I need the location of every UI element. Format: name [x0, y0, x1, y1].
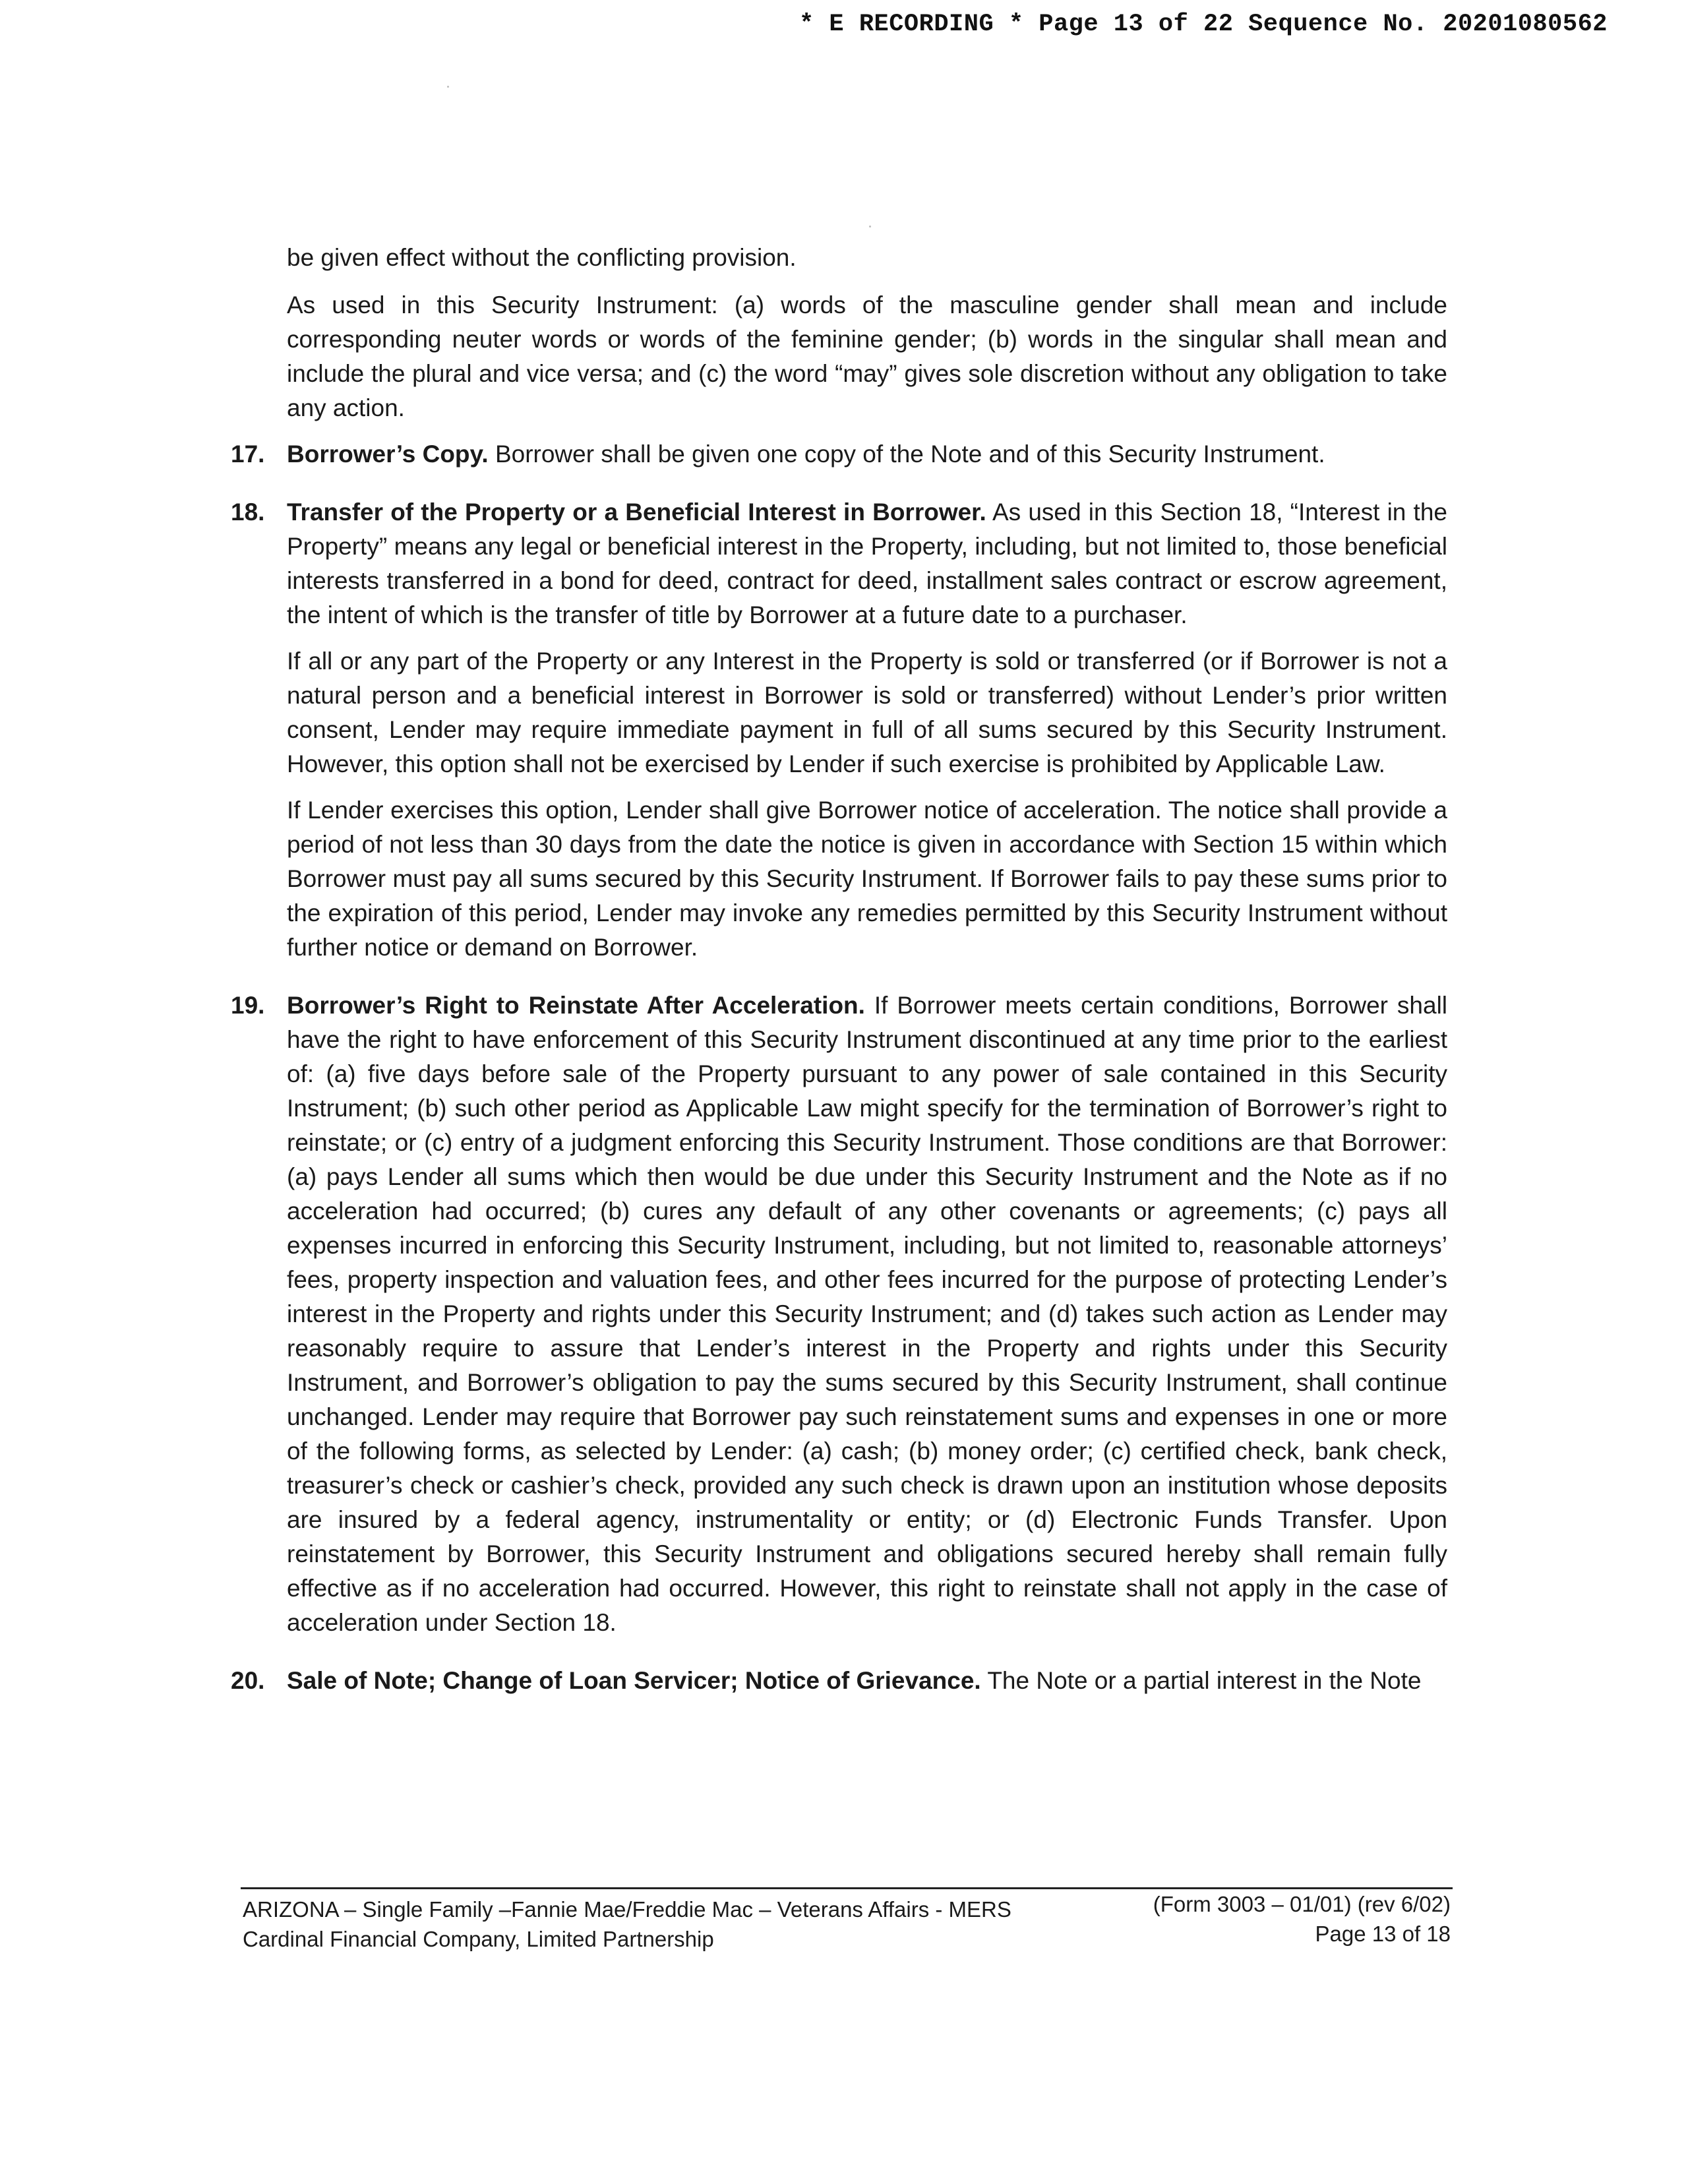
recording-header: * E RECORDING * Page 13 of 22 Sequence No. 20201080562: [799, 11, 1608, 38]
section-number: 20.: [231, 1667, 265, 1694]
document-body: [231, 241, 1447, 1722]
footer-left: [243, 1895, 1011, 1954]
gender-clause: As used in this Security Instrument: (a) words of the masculine gender shall mean and include corresponding neuter words or words of the feminine gender; (b) words in the singular shall mean and include the plural and vice versa; and (c) the word “may” gives sole discretion without any obligation to take any action.: [287, 291, 1447, 421]
section-text: The Note or a partial interest in the Note: [987, 1667, 1422, 1694]
section-title: Borrower’s Right to Reinstate After Acceleration.: [287, 992, 865, 1019]
section-number: 19.: [231, 992, 265, 1019]
scan-speck: [447, 86, 449, 88]
section-paragraph: [287, 988, 1447, 1640]
section-paragraph: [287, 1664, 1447, 1698]
section-body: [287, 495, 1447, 977]
footer-company: Cardinal Financial Company, Limited Partnership: [243, 1927, 714, 1951]
section-body: [287, 1664, 1447, 1710]
section-text: Borrower shall be given one copy of the Note and of this Security Instrument.: [495, 440, 1325, 468]
footer-page-number: Page 13 of 18: [1315, 1922, 1451, 1946]
section-number: 18.: [231, 499, 265, 526]
footer-form-type: ARIZONA – Single Family –Fannie Mae/Freddie Mac – Veterans Affairs - MERS: [243, 1897, 1011, 1922]
section-paragraph: If Lender exercises this option, Lender shall give Borrower notice of acceleration. The notice shall provide a period of not less than 30 days from the date the notice is given in accordance with Section 15 within which Borrower must pay all sums secured by this Security Instrument. If Borrower fails to pay these sums prior to the expiration of this period, Lender may invoke any remedies permitted by this Security Instrument without further notice or demand on Borrower.: [287, 797, 1447, 961]
footer-right: [1153, 1889, 1451, 1949]
section-body: [287, 988, 1447, 1652]
section-19: [231, 988, 1447, 1652]
section-number: 17.: [231, 440, 265, 468]
section-paragraph: [287, 437, 1447, 471]
section-title: Borrower’s Copy.: [287, 440, 489, 468]
section-paragraph: If all or any part of the Property or any Interest in the Property is sold or transferred (or if Borrower is not a natural person and a beneficial interest in Borrower is sold or transferred) without Lender’s prior written consent, Lender may require immediate payment in full of all sums secured by this Security Instrument. However, this option shall not be exercised by Lender if such exercise is prohibited by Applicable Law.: [287, 648, 1447, 777]
section-paragraph: [287, 495, 1447, 632]
section-title: Sale of Note; Change of Loan Servicer; Notice of Grievance.: [287, 1667, 981, 1694]
section-text: As used in this Section 18, “Interest in the Property” means any legal or beneficial interest in the Property, including, but not limited to, those beneficial interests transferred in a bond for deed, contract for deed, installment sales contract or escrow agreement, the intent of which is the transfer of title by Borrower at a future date to a purchaser.: [287, 499, 1447, 628]
footer-form-number: (Form 3003 – 01/01) (rev 6/02): [1153, 1892, 1451, 1916]
scan-speck: [869, 226, 871, 228]
section-text: If Borrower meets certain conditions, Borrower shall have the right to have enforcement of this Security Instrument discontinued at any time prior to the earliest of: (a) five days before sale of the Property pursuant to any power of sale contained in this Security Instrument; (b) such other period as Applicable Law might specify for the termination of Borrower’s right to reinstate; or (c) entry of a judgment enforcing this Security Instrument. Those conditions are that Borrower: (a) pays Lender all sums which then would be due under this Security Instrument and the Note as if no acceleration had occurred; (b) cures any default of any other covenants or agreements; (c) pays all expenses incurred in enforcing this Security Instrument, including, but not limited to, reasonable attorneys’ fees, property inspection and valuation fees, and other fees incurred for the purpose of protecting Lender’s interest in the Property and rights under this Security Instrument; and (d) takes such action as Lender may reasonably require to assure that Lender’s interest in the Property and rights under this Security Instrument, and Borrower’s obligation to pay the sums secured by this Security Instrument, shall continue unchanged. Lender may require that Borrower pay such reinstatement sums and expenses in one or more of the following forms, as selected by Lender: (a) cash; (b) money order; (c) certified check, bank check, treasurer’s check or cashier’s check, provided any such check is drawn upon an institution whose deposits are insured by a federal agency, instrumentality or entity; or (d) Electronic Funds Transfer. Upon reinstatement by Borrower, this Security Instrument and obligations secured hereby shall remain fully effective as if no acceleration had occurred. However, this right to reinstate shall not apply in the case of acceleration under Section 18.: [287, 992, 1448, 1636]
section-20: [231, 1664, 1447, 1710]
section-18: [231, 495, 1447, 977]
section-17: [231, 437, 1447, 483]
section-title: Transfer of the Property or a Beneficial Interest in Borrower.: [287, 499, 986, 526]
continuation-text: be given effect without the conflicting provision.: [287, 244, 797, 271]
section-body: [287, 437, 1447, 483]
